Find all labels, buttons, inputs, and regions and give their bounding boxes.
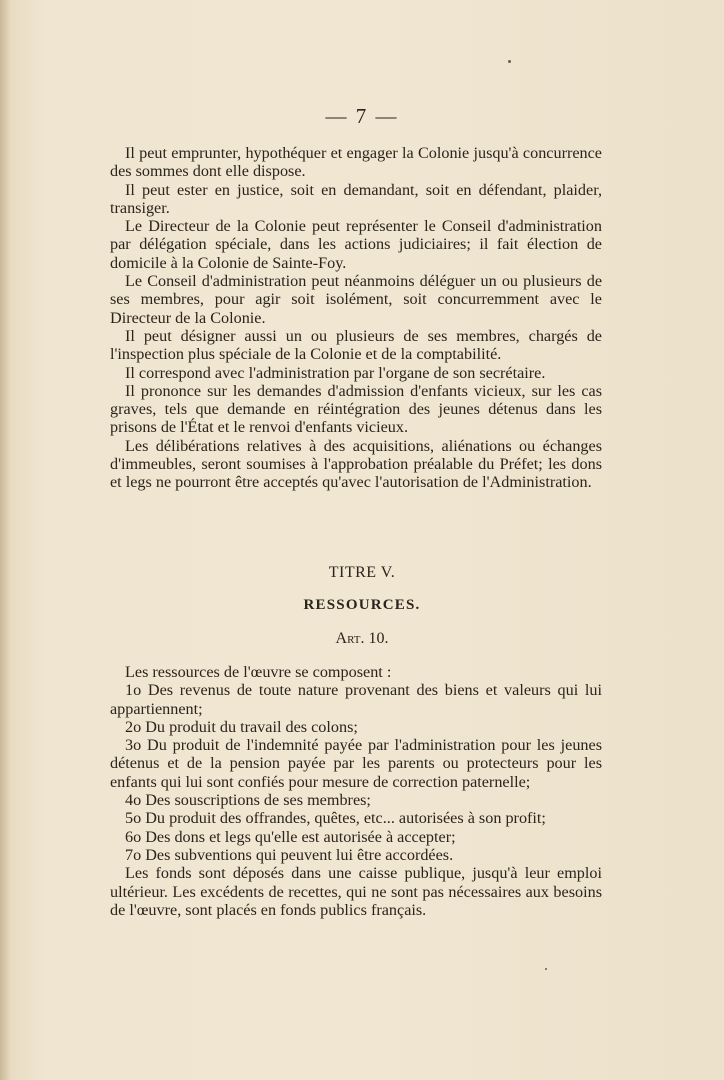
list-item-3: 3o Du produit de l'indemnité payée par l'administration pour les jeunes détenus et de la pension payée par les parents ou protecteurs pour les enfants qui lui sont confiés pour mesure de correction paternelle; <box>110 736 602 791</box>
list-item-4: 4o Des souscriptions de ses membres; <box>125 791 371 810</box>
paragraph-emprunter: Il peut emprunter, hypothéquer et engager la Colonie jusqu'à concurrence des sommes dont elle dispose. <box>110 144 602 181</box>
paragraph-admission: Il prononce sur les demandes d'admission d'enfants vicieux, sur les cas graves, tels que demande en réintégration des jeunes détenus dans les prisons de l'État et le renvoi d'enfants vicieux. <box>110 381 602 437</box>
page-number: — 7 — <box>325 104 399 128</box>
list-item-2: 2o Du produit du travail des colons; <box>125 717 358 736</box>
paragraph-conseil-deleguer: Le Conseil d'administration peut néanmoins déléguer un ou plusieurs de ses membres, pour agir soit isolément, soit concurremment avec le Directeur de la Colonie. <box>110 272 602 327</box>
paragraph-fonds: Les fonds sont déposés dans une caisse publique, jusqu'à leur emploi ultérieur. Les excédents de recettes, qui ne sont pas nécessaires aux besoins de l'œuvre, sont placés en fonds publics français. <box>110 864 602 919</box>
list-item-7: 7o Des subventions qui peuvent lui être accordées. <box>125 845 454 864</box>
titre-heading: TITRE V. <box>328 564 396 581</box>
paragraph-deliberations: Les délibérations relatives à des acquisitions, aliénations ou échanges d'immeubles, seront soumises à l'approbation préalable du Préfet; les dons et legs ne pourront être acceptés qu'avec l'autorisation de l'Administration. <box>110 436 602 492</box>
list-item-5: 5o Du produit des offrandes, quêtes, etc... autorisées à son profit; <box>125 809 546 828</box>
list-item-1: 1o Des revenus de toute nature provenant des biens et valeurs qui lui appartiennent; <box>110 681 602 718</box>
ink-speck <box>508 60 511 63</box>
page-spine-shadow <box>0 0 10 1080</box>
paragraph-directeur: Le Directeur de la Colonie peut représenter le Conseil d'administration par délégation spéciale, dans les actions judiciaires; il fait élection de domicile à la Colonie de Sainte-Foy. <box>110 217 602 272</box>
text-block-bottom <box>110 663 602 919</box>
paragraph-ester-en-justice: Il peut ester en justice, soit en demandant, soit en défendant, plaider, transiger. <box>110 180 602 217</box>
article-heading: Art. 10. <box>335 630 389 647</box>
list-item-6: 6o Des dons et legs qu'elle est autorisée à accepter; <box>125 827 456 846</box>
paragraph-correspond: Il correspond avec l'administration par l'organe de son secrétaire. <box>125 363 546 382</box>
paragraph-designer-membres: Il peut désigner aussi un ou plusieurs de ses membres, chargés de l'inspection plus spéciale de la Colonie et de la comptabilité. <box>110 326 602 364</box>
ink-speck <box>545 968 547 970</box>
section-heading: RESSOURCES. <box>303 597 421 613</box>
text-block-top <box>110 144 602 492</box>
paragraph-intro: Les ressources de l'œuvre se composent : <box>125 663 392 681</box>
